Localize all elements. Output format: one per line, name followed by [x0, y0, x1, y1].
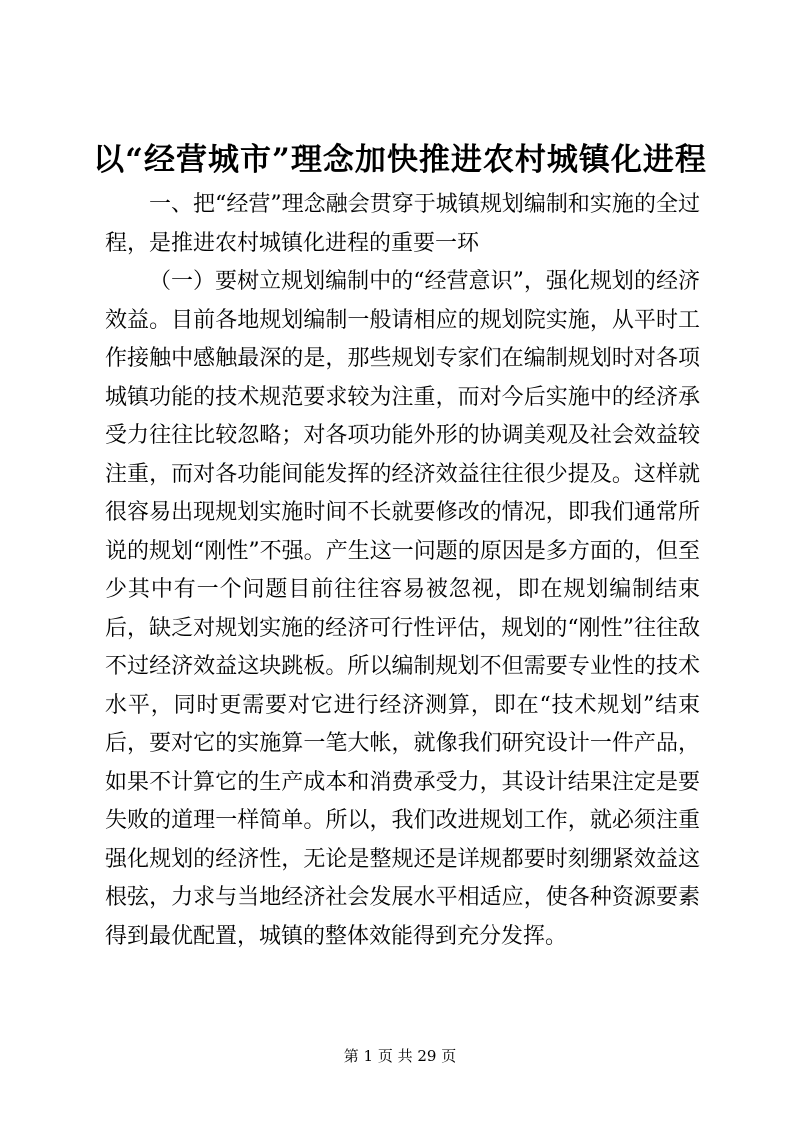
page-footer: 第 1 页 共 29 页 [343, 1047, 457, 1065]
section-heading: 一、把“经营”理念融会贯穿于城镇规划编制和实施的全过程，是推进农村城镇化进程的重要一环 [105, 192, 700, 256]
body-paragraph: （一）要树立规划编制中的“经营意识”，强化规划的经济效益。目前各地规划编制一般请相应的规划院实施，从平时工作接触中感触最深的是，那些规划专家们在编制规划时对各项城镇功能的技术规范要求较为注重，而对今后实施中的经济承受力往往比较忽略；对各项功能外形的协调美观及社会效益较注重，而对各功能间能发挥的经济效益往往很少提及。这样就很容易出现规划实施时间不长就要修改的情况，即我们通常所说的规划“刚性”不强。产生这一问题的原因是多方面的，但至少其中有一个问题目前往往容易被忽视，即在规划编制结束后，缺乏对规划实施的经济可行性评估，规划的“刚性”往往敌不过经济效益这块跳板。所以编制规划不但需要专业性的技术水平，同时更需要对它进行经济测算，即在“技术规划”结束后，要对它的实施算一笔大帐，就像我们研究设计一件产品，如果不计算它的生产成本和消费承受力，其设计结果注定是要失败的道理一样简单。所以，我们改进规划工作，就必须注重强化规划的经济性，无论是整规还是详规都要时刻绷紧效益这根弦，力求与当地经济社会发展水平相适应，使各种资源要素得到最优配置，城镇的整体效能得到充分发挥。 [105, 269, 700, 949]
document-body [105, 186, 700, 956]
document-title: 以“经营城市”理念加快推进农村城镇化进程 [93, 142, 707, 178]
